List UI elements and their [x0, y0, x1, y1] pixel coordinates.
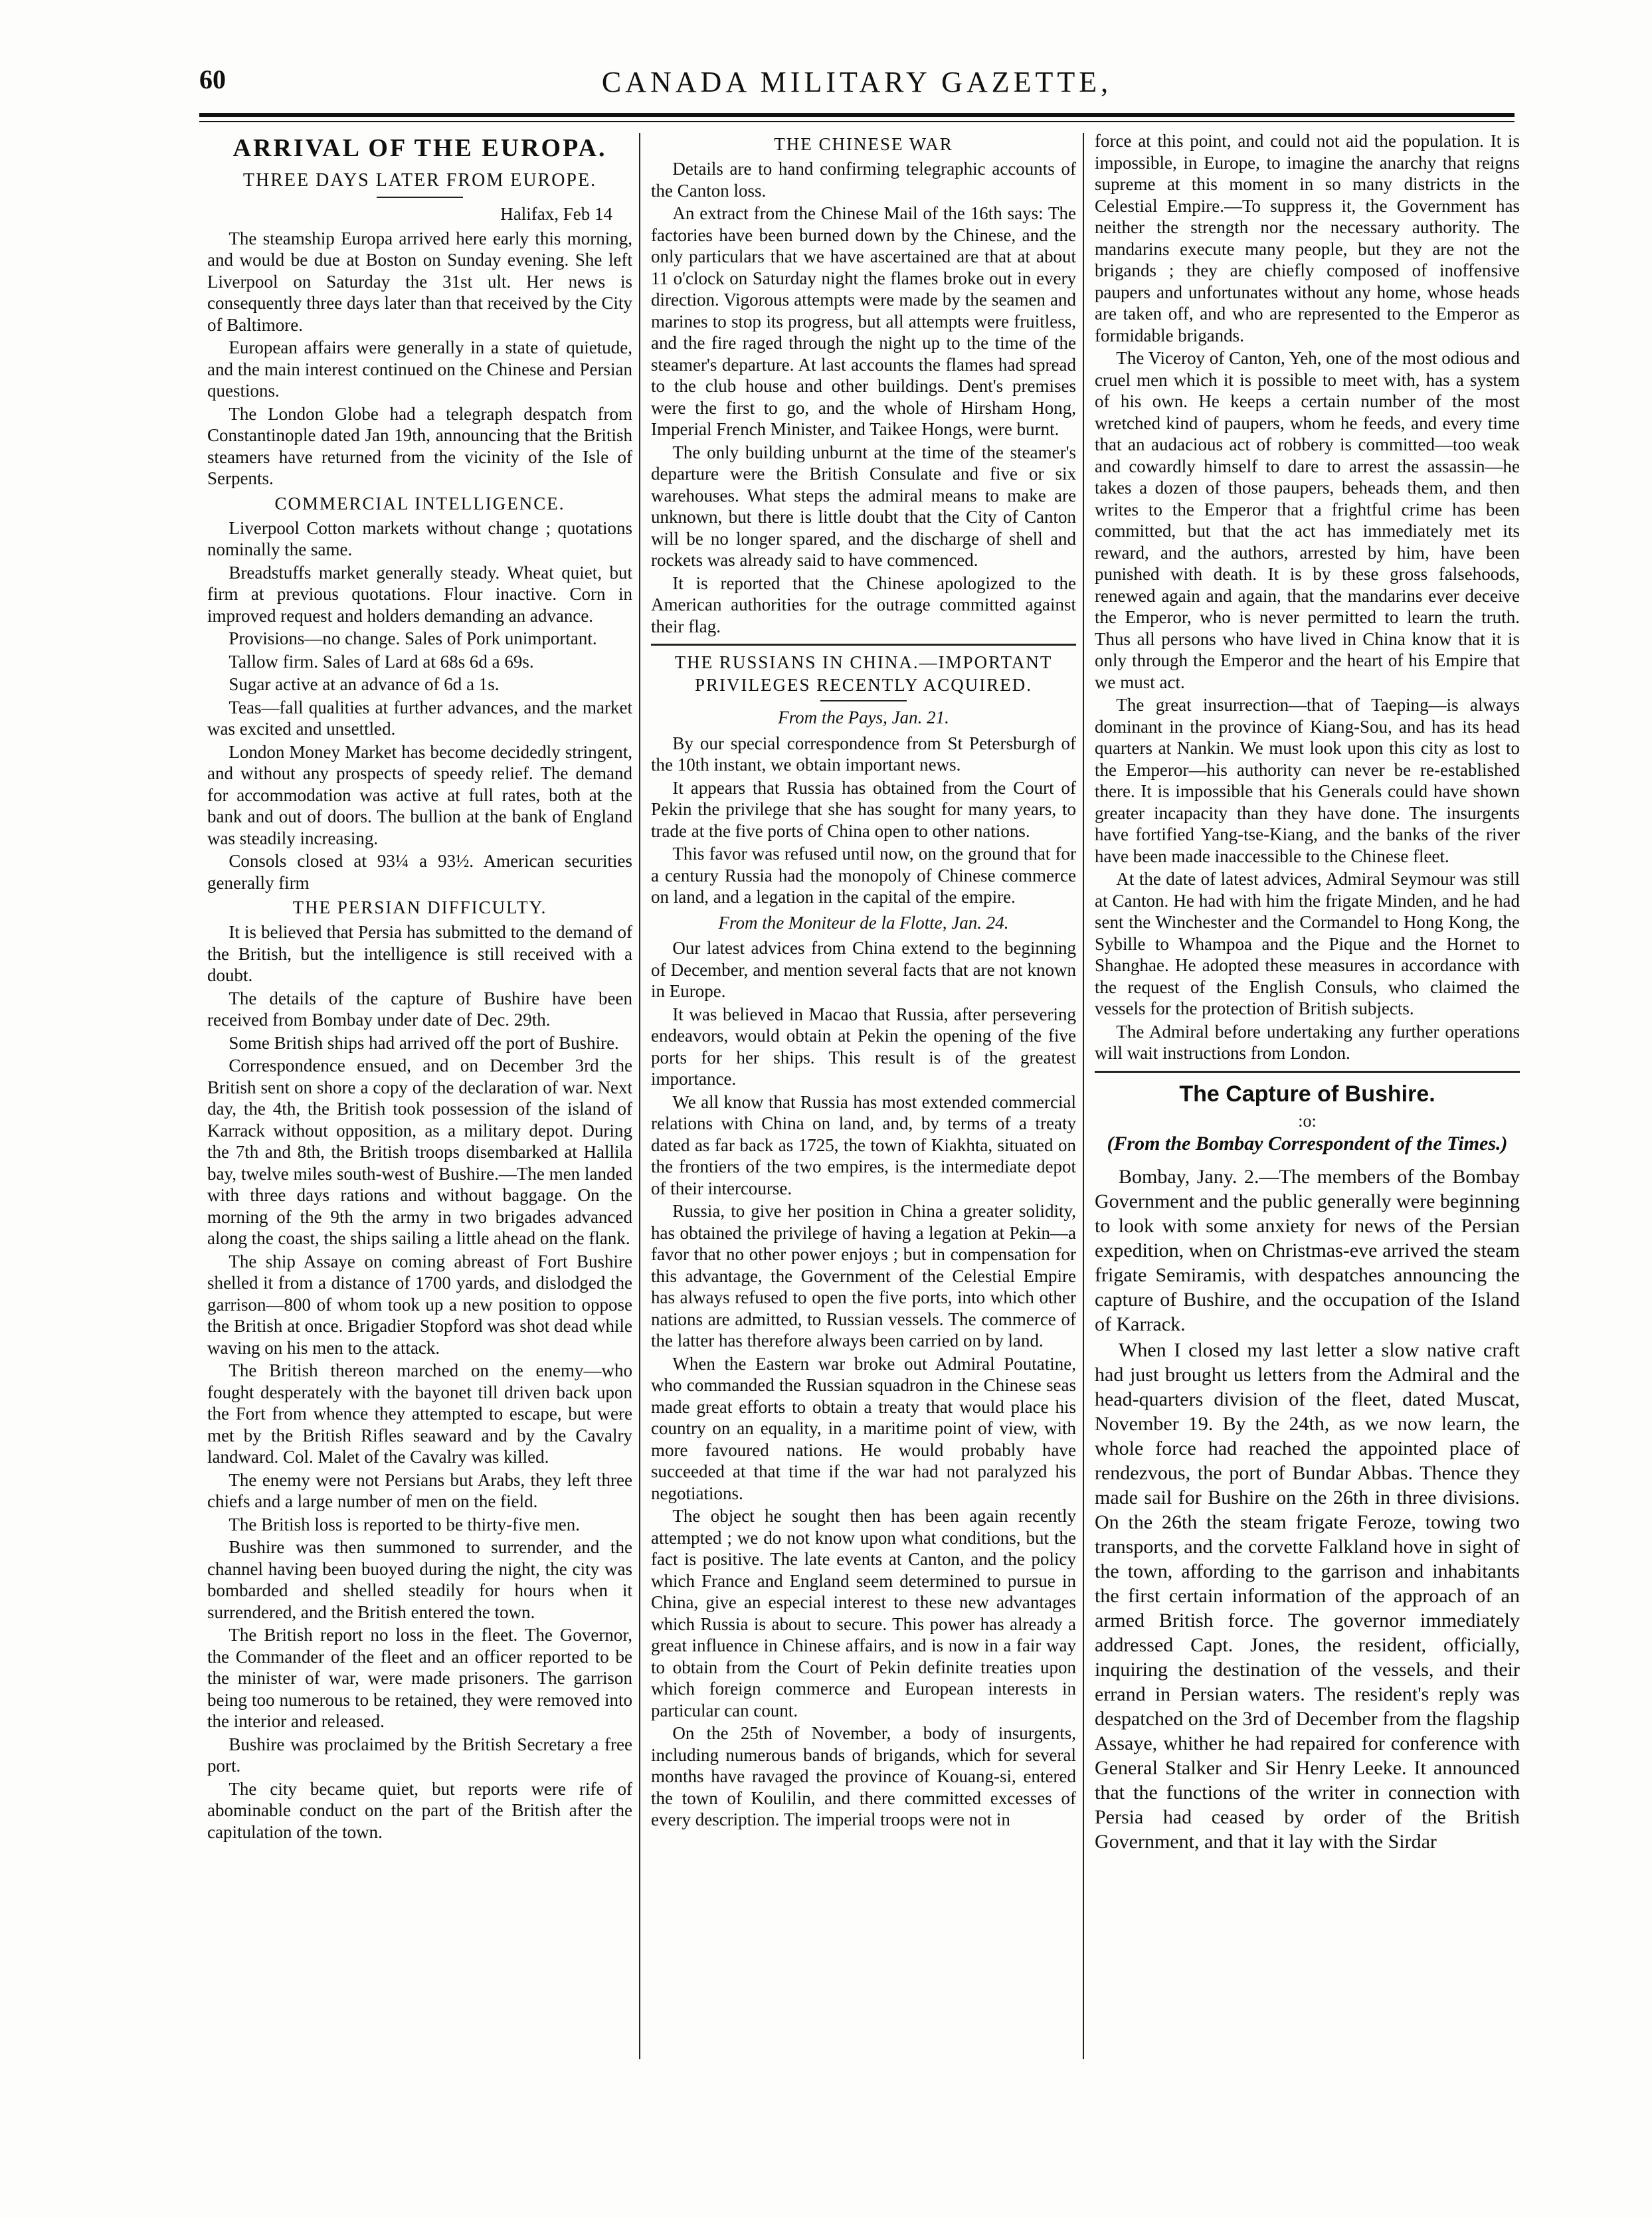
page-number: 60: [199, 64, 226, 94]
paragraph: Breadstuffs market generally steady. Wheat quiet, but firm at previous quotations. Flour inactive. Corn in improved request and holders demanding an advance.: [207, 562, 632, 626]
paragraph: force at this point, and could not aid the population. It is impossible, in Europe, to imagine the anarchy that reigns supreme at this moment in so many districts in the Celestial Empire.—To suppress it, the Government has neither the strength nor the necessary authority. The mandarins execute many people, but they are not the brigands ; they are chiefly composed of inoffensive paupers and unfortunates without any home, whose heads are taken off, and who are represented to the Emperor as formidable brigands.: [1095, 131, 1520, 345]
column-divider: [639, 133, 640, 2059]
headline-europa: ARRIVAL OF THE EUROPA.: [232, 134, 607, 162]
paragraph: The Viceroy of Canton, Yeh, one of the most odious and cruel men which it is possible to meet with, has a system of his own. He keeps a certain number of the most wretched kind of paupers, whom he feeds, and every time that an audacious act of robbery is committed—too weak and cowardly himself to dare to arrest the assassin—he takes a dozen of those paupers, beheads them, and then writes to the Emperor that a frightful crime has been committed, but that the act has immediately met its reward, and the authors, arrested by him, have been punished with death. It is by these gross falsehoods, renewed again and again, that the mandarins ever deceive the Emperor, who is never permitted to learn the truth. Thus all persons who have lived in China know that it is only through the Emperor and the heart of his Empire that we must act.: [1095, 348, 1520, 692]
heading-russians-in-china: THE RUSSIANS IN CHINA.—IMPORTANT PRIVILEGES RECENTLY ACQUIRED.: [674, 652, 1053, 695]
ornament-separator: :o:: [1298, 1111, 1317, 1131]
heading-capture-of-bushire: The Capture of Bushire.: [1179, 1081, 1435, 1107]
paragraph: The great insurrection—that of Taeping—is always dominant in the province of Kiang-Sou, and has its head quarters at Nankin. We must look upon this city as lost to the Emperor—his authority can never be re-established there. It is impossible that his Generals could have shown greater incapacity than they have done. The insurgents have fortified Yang-tse-Kiang, and the banks of the river have been made inaccessible to the Chinese fleet.: [1095, 695, 1520, 866]
paragraph: European affairs were generally in a state of quietude, and the main interest continued on the Chinese and Persian questions.: [207, 337, 632, 401]
paragraph: An extract from the Chinese Mail of the 16th says: The factories have been burned down by the Chinese, and the only particulars that we have ascertained are that at about 11 o'clock on Saturday night the flames broke out in every direction. Vigorous attempts were made by the seamen and marines to stop its progress, but all attempts were fruitless, and the fire raged through the night up to the time of the steamer's departure. At last accounts the flames had spread to the club house and other buildings. Dent's premises were the first to go, and the whole of Hirsham Hong, Imperial French Minister, and Taikee Hongs, were burnt.: [651, 203, 1076, 439]
paragraph: Details are to hand confirming telegraphic accounts of the Canton loss.: [651, 159, 1076, 201]
paragraph: Russia, to give her position in China a greater solidity, has obtained the privilege of having a legation at Pekin—a favor that no other power enjoys ; but in compensation for this advantage, the Government of the Celestial Empire has always refused to open the five ports, into which other nations are admitted, to Russian vessels. The commerce of the latter has therefore always been carried on by land.: [651, 1201, 1076, 1350]
short-rule: [820, 700, 907, 701]
paragraph: On the 25th of November, a body of insurgents, including numerous bands of brigands, which for several months have ravaged the province of Kouang-si, entered the town of Koulilin, and there committed excesses of every description. The imperial troops were not in: [651, 1723, 1076, 1829]
section-rule: [1095, 1071, 1520, 1073]
paragraph: The London Globe had a telegraph despatch from Constantinople dated Jan 19th, announcing that the British steamers have returned from the vicinity of the Isle of Serpents.: [207, 403, 632, 488]
column-divider: [1083, 133, 1084, 2059]
paragraph: The British thereon marched on the enemy—who fought desperately with the bayonet till driven back upon the Fort from whence they attempted to escape, but were met by the British Rifles seaward and by the Cavalry landward. Col. Malet of the Cavalry was killed.: [207, 1360, 632, 1467]
source-line: From the Pays, Jan. 21.: [778, 707, 949, 727]
masthead-rule-thick: [199, 113, 1514, 117]
paragraph: It was believed in Macao that Russia, after persevering endeavors, would obtain at Pekin the opening of the five ports for her ships. This result is of the greatest importance.: [651, 1004, 1076, 1089]
paragraph: Some British ships had arrived off the port of Bushire.: [229, 1032, 619, 1053]
masthead: [199, 64, 1514, 104]
paragraph: It is reported that the Chinese apologized to the American authorities for the outrage committed against their flag.: [651, 573, 1076, 636]
paragraph: Teas—fall qualities at further advances, and the market was excited and unsettled.: [207, 697, 632, 739]
source-line: From the Moniteur de la Flotte, Jan. 24.: [718, 912, 1009, 933]
column-3: [1095, 130, 1520, 1855]
subhead-three-days: THREE DAYS LATER FROM EUROPE.: [242, 170, 597, 191]
paragraph: It is believed that Persia has submitted to the demand of the British, but the intelligence is still received with a doubt.: [207, 922, 632, 985]
heading-persian: THE PERSIAN DIFFICULTY.: [292, 897, 547, 917]
short-rule: [377, 197, 463, 198]
paragraph: Correspondence ensued, and on December 3rd the British sent on shore a copy of the declaration of war. Next day, the 4th, the British took possession of the island of Karrack without opposition, as a military depot. During the 7th and 8th, the British troops disembarked at Hallila bay, twelve miles south-west of Bushire.—The men landed with three days rations and without baggage. On the morning of the 9th the army in two brigades advanced along the coast, the ships sailing a little ahead on the flank.: [207, 1056, 632, 1248]
paragraph: The British report no loss in the fleet. The Governor, the Commander of the fleet and an officer reported to be the minister of war, were made prisoners. The garrison being too numerous to be retained, they were removed into the interior and released.: [207, 1625, 632, 1731]
column-2: [651, 130, 1076, 1832]
paragraph: Tallow firm. Sales of Lard at 68s 6d a 69s.: [229, 651, 534, 672]
paragraph: The ship Assaye on coming abreast of Fort Bushire shelled it from a distance of 1700 yards, and dislodged the garrison—800 of whom took up a new position to oppose the British at once. Brigadier Stopford was shot dead while waving on his men to the attack.: [207, 1251, 632, 1358]
paragraph: The British loss is reported to be thirty-five men.: [229, 1514, 581, 1534]
paragraph: The Admiral before undertaking any further operations will wait instructions from London.: [1095, 1021, 1520, 1063]
paragraph: When I closed my last letter a slow native craft had just brought us letters from the Admiral and the head-quarters division of the fleet, dated Muscat, November 19. By the 24th, as we now learn, the whole force had reached the appointed place of rendezvous, the port of Bundar Abbas. Thence they made sail for Bushire on the 26th in three divisions. On the 26th the steam frigate Feroze, towing two transports, and the corvette Falkland hove in sight of the town, affording to the garrison and inhabitants the first certain information of the approach of an armed British force. The governor immediately addressed Capt. Jones, the resident, officially, inquiring the destination of the vessels, and their errand in Persian waters. The resident's reply was despatched on the 3rd of December from the flagship Assaye, whither he had repaired for conference with General Stalker and Sir Henry Leeke. It announced that the functions of the writer in connection with Persia had ceased by order of the British Government, and that it lay with the Sirdar: [1095, 1339, 1520, 1853]
paragraph: The object he sought then has been again recently attempted ; we do not know upon what conditions, but the fact is positive. The late events at Canton, and the policy which France and England seem determined to pursue in China, give an especial interest to these new advantages which Russia is about to secure. This power has already a great influence in Chinese affairs, and is now in a fair way to obtain from the Court of Pekin definite treaties upon which foreign commerce and European interests in particular can count.: [651, 1506, 1076, 1720]
paragraph: Consols closed at 93¼ a 93½. American securities generally firm: [207, 851, 632, 893]
paragraph: By our special correspondence from St Petersburgh of the 10th instant, we obtain important news.: [651, 733, 1076, 775]
newspaper-title: CANADA MILITARY GAZETTE,: [601, 66, 1113, 98]
paragraph: When the Eastern war broke out Admiral Poutatine, who commanded the Russian squadron in the Chinese seas made great efforts to obtain a treaty that would place his country on an equality, in a maritime point of view, with more favoured nations. He would probably have succeeded at that time if the war had not paralyzed his negotiations.: [651, 1353, 1076, 1503]
paragraph: The enemy were not Persians but Arabs, they left three chiefs and a large number of men on the field.: [207, 1469, 632, 1511]
paragraph: This favor was refused until now, on the ground that for a century Russia had the monopoly of Chinese commerce on land, and a legation in the capital of the empire.: [651, 844, 1076, 907]
paragraph: The only building unburnt at the time of the steamer's departure were the British Consulate and five or six warehouses. What steps the admiral means to make are unknown, but there is little doubt that the City of Canton will be no longer spared, and the discharge of shell and rockets was already said to have commenced.: [651, 442, 1076, 570]
article-byline: (From the Bombay Correspondent of the Times.): [1107, 1132, 1508, 1155]
paragraph: We all know that Russia has most extended commercial relations with China on land, and, by terms of a treaty dated as far back as 1725, the town of Kiakhta, situated on the frontiers of the two empires, is the intermediate depot of their intercourse.: [651, 1091, 1076, 1198]
column-1: [207, 130, 632, 1844]
dateline: Halifax, Feb 14: [500, 204, 612, 224]
paragraph: It appears that Russia has obtained from the Court of Pekin the privilege that she has sought for many years, to trade at the five ports of China open to other nations.: [651, 777, 1076, 841]
paragraph: Bushire was proclaimed by the British Secretary a free port.: [207, 1734, 632, 1776]
paragraph: Our latest advices from China extend to the beginning of December, and mention several facts that are not known in Europe.: [651, 938, 1076, 1001]
heading-chinese-war: THE CHINESE WAR: [774, 134, 953, 154]
paragraph: The details of the capture of Bushire have been received from Bombay under date of Dec. 29th.: [207, 988, 632, 1030]
heading-commercial: COMMERCIAL INTELLIGENCE.: [274, 493, 565, 513]
paragraph: Bombay, Jany. 2.—The members of the Bombay Government and the public generally were beginning to look with some anxiety for news of the Persian expedition, when on Christmas-eve arrived the steam frigate Semiramis, with despatches announcing the capture of Bushire, and the occupation of the Island of Karrack.: [1095, 1165, 1520, 1335]
masthead-rule-thin: [199, 121, 1514, 122]
paragraph: Sugar active at an advance of 6d a 1s.: [229, 674, 500, 694]
paragraph: Provisions—no change. Sales of Pork unimportant.: [229, 628, 597, 648]
paragraph: At the date of latest advices, Admiral Seymour was still at Canton. He had with him the frigate Minden, and he had sent the Winchester and the Cormandel to Hong Kong, the Sybille to Whampoa and the Pique and the Hornet to Shanghae. He adopted these measures in accordance with the request of the English Consuls, who claimed the vessels for the protection of British subjects.: [1095, 869, 1520, 1018]
paragraph: Liverpool Cotton markets without change ; quotations nominally the same.: [207, 517, 632, 559]
paragraph: London Money Market has become decidedly stringent, and without any prospects of speedy relief. The demand for accommodation was active at full rates, both at the bank and out of doors. The bullion at the bank of England was steadily increasing.: [207, 741, 632, 848]
paragraph: The city became quiet, but reports were rife of abominable conduct on the part of the British after the capitulation of the town.: [207, 1778, 632, 1842]
paragraph: Bushire was then summoned to surrender, and the channel having been buoyed during the night, the city was bombarded and shelled steadily for hours when it surrendered, and the British entered the town.: [207, 1537, 632, 1622]
section-rule: [651, 644, 1076, 646]
paragraph: The steamship Europa arrived here early this morning, and would be due at Boston on Sunday evening. She left Liverpool on Saturday the 31st ult. Her news is consequently three days later than that received by the City of Baltimore.: [207, 228, 632, 335]
